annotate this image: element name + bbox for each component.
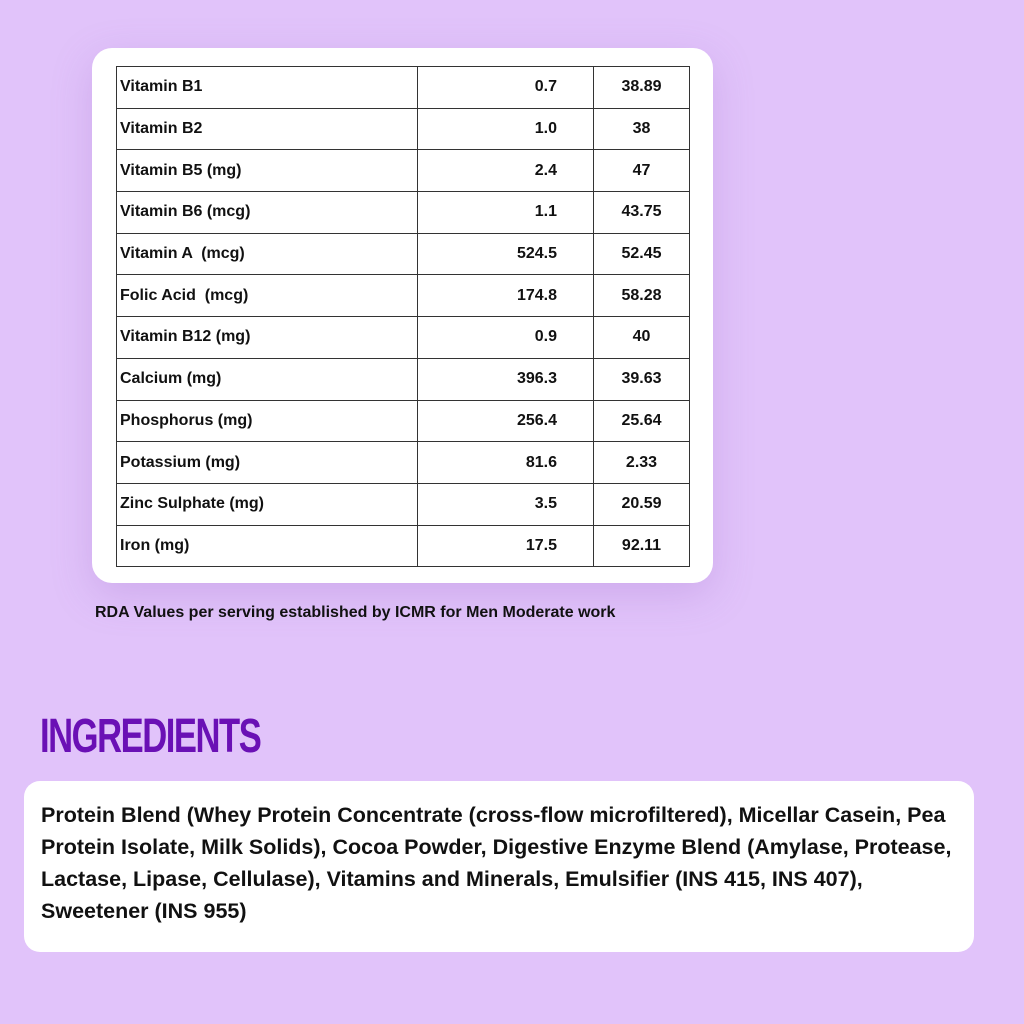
table-row bbox=[117, 317, 690, 359]
nutrient-rda: 2.33 bbox=[594, 442, 690, 484]
nutrient-rda: 40 bbox=[594, 317, 690, 359]
table-row bbox=[117, 525, 690, 567]
table-row bbox=[117, 233, 690, 275]
nutrient-rda: 58.28 bbox=[594, 275, 690, 317]
nutrient-name: Calcium (mg) bbox=[117, 358, 418, 400]
nutrient-rda: 52.45 bbox=[594, 233, 690, 275]
nutrient-rda: 39.63 bbox=[594, 358, 690, 400]
nutrient-name: Vitamin B5 (mg) bbox=[117, 150, 418, 192]
table-row bbox=[117, 150, 690, 192]
nutrient-rda: 47 bbox=[594, 150, 690, 192]
nutrient-name: Potassium (mg) bbox=[117, 442, 418, 484]
nutrient-amount: 0.7 bbox=[418, 67, 594, 109]
ingredients-heading: INGREDIENTS bbox=[40, 710, 261, 763]
ingredients-card bbox=[24, 781, 974, 952]
nutrient-name: Phosphorus (mg) bbox=[117, 400, 418, 442]
nutrient-rda: 43.75 bbox=[594, 192, 690, 234]
nutrient-rda: 38.89 bbox=[594, 67, 690, 109]
table-row bbox=[117, 442, 690, 484]
table-row bbox=[117, 108, 690, 150]
nutrient-amount: 396.3 bbox=[418, 358, 594, 400]
nutrient-name: Vitamin A (mcg) bbox=[117, 233, 418, 275]
nutrient-amount: 3.5 bbox=[418, 483, 594, 525]
nutrient-amount: 17.5 bbox=[418, 525, 594, 567]
nutrition-table bbox=[116, 66, 690, 567]
ingredients-text: Protein Blend (Whey Protein Concentrate (cross-flow microfiltered), Micellar Casein, Pea Protein Isolate, Milk Solids), Cocoa Powder, Digestive Enzyme Blend (Amylase, Protease, Lactase, Lipase, Cellulase), Vitamins and Minerals, Emulsifier (INS 415, INS 407), Sweetener (INS 955) bbox=[41, 803, 952, 923]
nutrient-rda: 38 bbox=[594, 108, 690, 150]
nutrient-name: Zinc Sulphate (mg) bbox=[117, 483, 418, 525]
table-row bbox=[117, 67, 690, 109]
nutrient-name: Iron (mg) bbox=[117, 525, 418, 567]
nutrient-rda: 92.11 bbox=[594, 525, 690, 567]
nutrient-name: Vitamin B6 (mcg) bbox=[117, 192, 418, 234]
nutrient-amount: 1.0 bbox=[418, 108, 594, 150]
nutrient-name: Vitamin B2 bbox=[117, 108, 418, 150]
nutrient-amount: 1.1 bbox=[418, 192, 594, 234]
nutrient-rda: 25.64 bbox=[594, 400, 690, 442]
nutrient-name: Folic Acid (mcg) bbox=[117, 275, 418, 317]
nutrient-amount: 256.4 bbox=[418, 400, 594, 442]
table-row bbox=[117, 192, 690, 234]
nutrient-amount: 0.9 bbox=[418, 317, 594, 359]
table-row bbox=[117, 400, 690, 442]
nutrient-rda: 20.59 bbox=[594, 483, 690, 525]
table-row bbox=[117, 483, 690, 525]
nutrient-amount: 81.6 bbox=[418, 442, 594, 484]
nutrient-amount: 524.5 bbox=[418, 233, 594, 275]
table-row bbox=[117, 275, 690, 317]
table-row bbox=[117, 358, 690, 400]
nutrition-table-card bbox=[92, 48, 713, 583]
nutrient-amount: 174.8 bbox=[418, 275, 594, 317]
nutrient-name: Vitamin B12 (mg) bbox=[117, 317, 418, 359]
nutrient-name: Vitamin B1 bbox=[117, 67, 418, 109]
nutrient-amount: 2.4 bbox=[418, 150, 594, 192]
rda-caption: RDA Values per serving established by ICMR for Men Moderate work bbox=[95, 604, 616, 621]
